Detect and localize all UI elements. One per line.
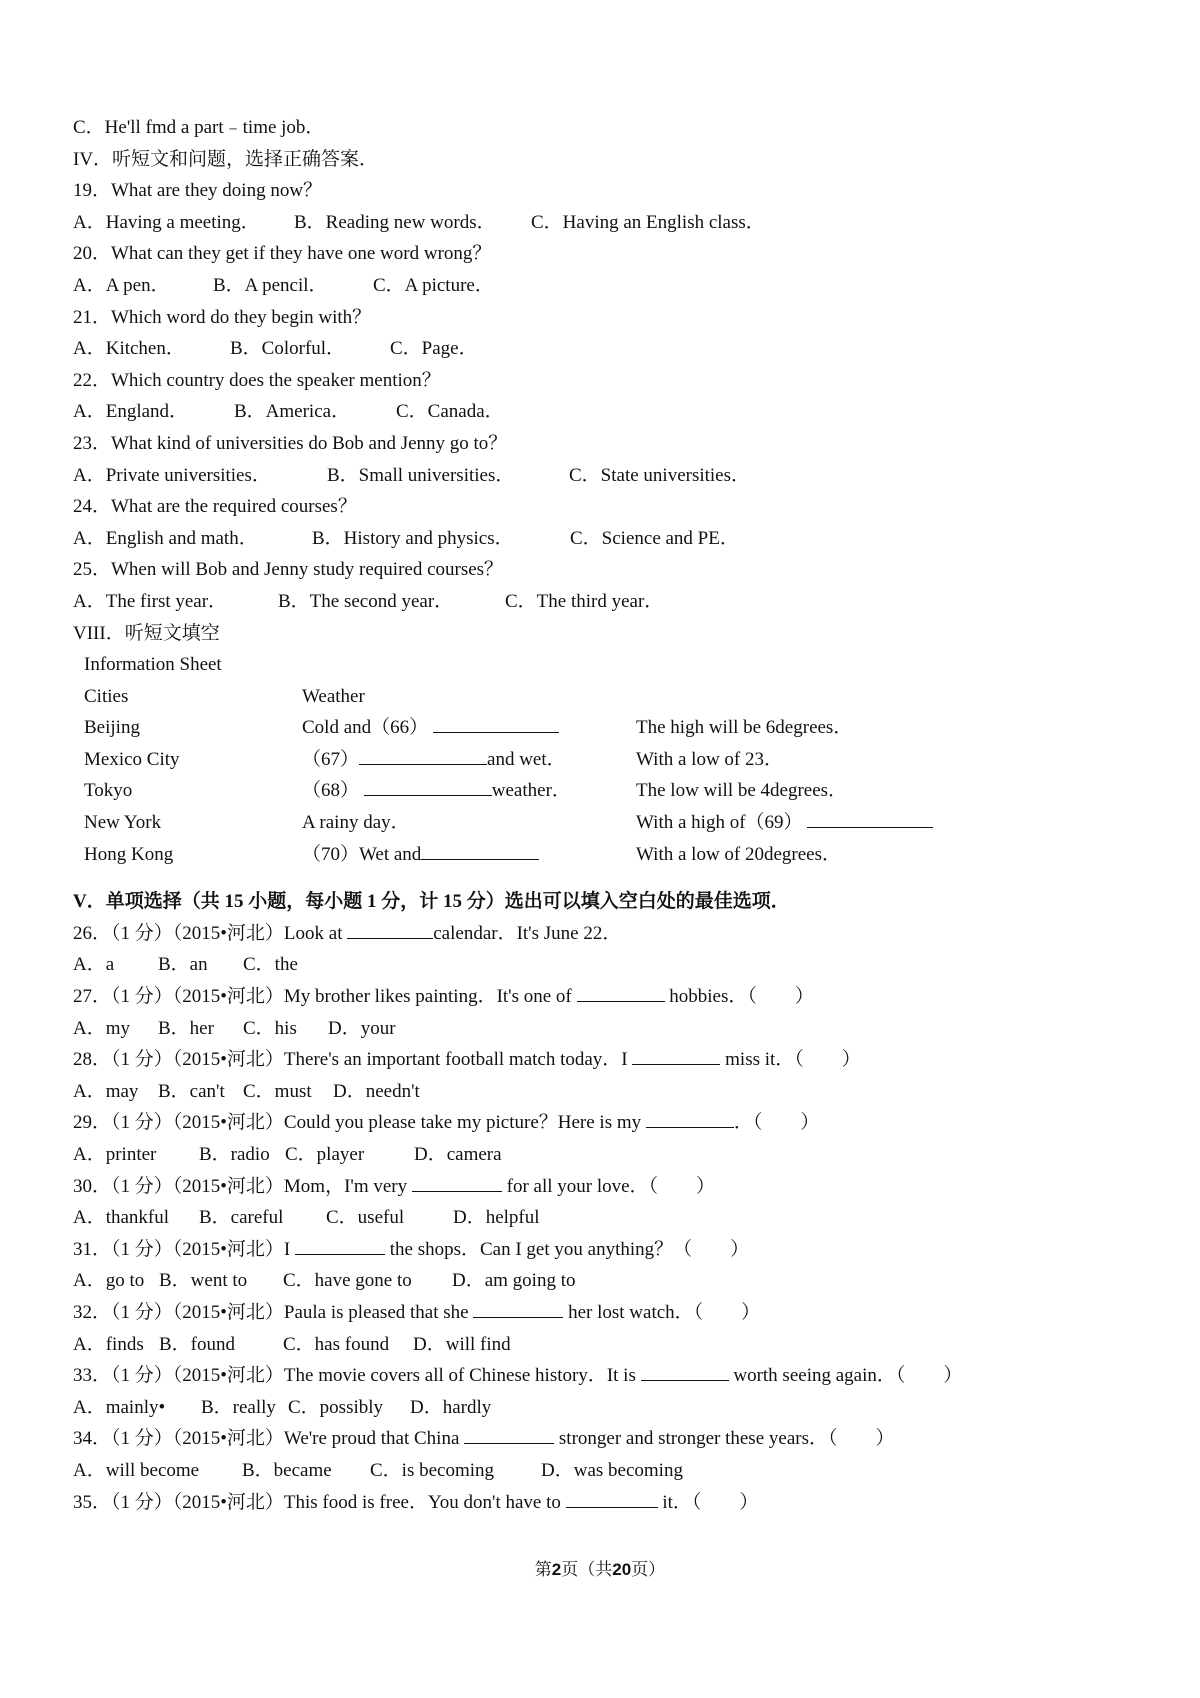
options-21 [73,333,1133,365]
answer-blank[interactable] [632,1044,720,1065]
col-weather: Weather [302,685,365,707]
city: Beijing [84,717,140,739]
note: With a low of 20degrees． [636,843,842,865]
option-b: B．went to [159,1270,248,1292]
question-text-after: for all your love．（ ） [501,1175,716,1197]
option-d: D．camera [414,1144,502,1165]
blank-67[interactable] [359,744,487,765]
question-29 [73,1107,1133,1139]
question-23: 23．What kind of universities do Bob and Jenny go to？ [73,432,508,454]
note: The low will be 4degrees． [636,780,848,802]
option-c: C．must [243,1080,312,1102]
blank-66[interactable] [433,712,559,733]
answer-blank[interactable] [295,1234,385,1255]
question-text-after: worth seeing again．（ ） [728,1365,963,1387]
option-b: B．The second year． [278,590,454,612]
prev-option-c: C．He'll fmd a part﹣time job． [73,117,325,138]
option-d: D．needn't [333,1080,420,1102]
question-text-after: ．（ ） [733,1112,820,1134]
question-text-after: calendar．It's June 22． [433,922,622,944]
option-b: B．her [158,1017,214,1039]
option-a: A．mainly• [73,1396,166,1418]
question-24: 24．What are the required courses？ [73,496,357,518]
weather [302,712,559,744]
options-33 [73,1392,1133,1424]
page-number: 2 [551,1560,562,1579]
question-text-after: miss it．（ ） [720,1049,861,1071]
option-a: A．Kitchen． [73,338,185,360]
option-b: B．Colorful． [230,338,346,360]
weather-text: （67） [302,748,360,770]
sheet-row-mexico-city [84,744,1133,776]
option-c: C．possibly [288,1396,384,1418]
option-d: D．am going to [452,1270,576,1292]
option-d: D．was becoming [541,1459,683,1481]
note: The high will be 6degrees． [636,717,853,739]
question-text: 26．（1 分）（2015•河北）Look at [73,922,348,944]
answer-blank[interactable] [464,1423,554,1444]
option-b: B．Reading new words． [294,211,496,233]
option-c: C．player [285,1144,365,1165]
option-a: A．Private universities． [73,464,271,486]
options-22 [73,396,1133,428]
question-26 [73,918,1133,950]
option-a: A．England． [73,401,189,423]
option-c: C．A picture． [373,274,494,296]
note [636,807,933,839]
sheet-row-new-york [84,807,1133,839]
answer-blank[interactable] [641,1360,729,1381]
section-4-heading: IV．听短文和问题，选择正确答案． [73,148,379,170]
footer-prefix: 第 [534,1560,552,1579]
sheet-title [84,649,1133,681]
option-b: B．really [201,1396,276,1418]
options-20 [73,270,1133,302]
question-19: 19．What are they doing now？ [73,180,323,202]
option-b: B．History and physics． [312,527,514,549]
option-c: C．useful [326,1207,405,1229]
option-c: C．is becoming [370,1459,495,1481]
answer-blank[interactable] [577,981,665,1002]
sheet-row-tokyo [84,775,1133,807]
option-a: A．may [73,1080,139,1102]
question-text-after: hobbies．（ ） [664,986,814,1008]
option-c: C．his [243,1017,297,1039]
option-c: C．has found [283,1333,390,1355]
option-b: B．careful [199,1207,284,1229]
question-text: 32．（1 分）（2015•河北）Paula is pleased that she [73,1301,474,1323]
option-a: A．A pen． [73,274,170,296]
city: Mexico City [84,748,180,770]
blank-68[interactable] [364,775,492,796]
option-a: A．thankful [73,1207,170,1229]
weather-text: （68） [302,780,360,802]
option-c: C．The third year． [505,590,664,612]
option-d: D．helpful [453,1207,540,1229]
question-text: 31．（1 分）（2015•河北）I [73,1238,295,1260]
sheet-title-text: Information Sheet [84,654,222,676]
question-text-after: the shops．Can I get you anything？（ ） [384,1238,750,1260]
option-a: A．my [73,1017,131,1039]
option-b: B．A pencil． [213,274,328,296]
section-5-heading: V．单项选择（共 15 小题，每小题 1 分，计 15 分）选出可以填入空白处的最佳选项． [73,891,790,913]
information-sheet [84,649,1133,870]
option-a: A．The first year． [73,590,228,612]
question-text: 34．（1 分）（2015•河北）We're proud that China [73,1428,465,1450]
exam-page [73,112,1133,1518]
section-4-questions [73,175,1133,617]
weather-text-after: and wet． [487,748,566,770]
option-a: A．finds [73,1333,144,1355]
option-a: A．go to [73,1270,145,1292]
city: Tokyo [84,780,133,802]
city: Hong Kong [84,843,174,865]
options-25 [73,586,1133,618]
question-20: 20．What can they get if they have one word wrong？ [73,243,492,265]
option-a: A．will become [73,1459,200,1481]
footer-mid: 页（共 [561,1560,613,1579]
sheet-header [84,681,1133,713]
col-cities: Cities [84,685,129,707]
section-5-items [73,918,1133,1518]
option-d: D．will find [413,1333,511,1355]
question-35 [73,1487,1133,1519]
question-text: 27．（1 分）（2015•河北）My brother likes painting．It's one of [73,986,577,1008]
option-b: B．America． [234,401,351,423]
question-text-after: stronger and stronger these years．（ ） [554,1428,895,1450]
options-34 [73,1455,1133,1487]
weather [302,839,539,871]
option-c: C．have gone to [283,1270,412,1292]
options-26 [73,949,1133,981]
options-24 [73,523,1133,555]
question-text: 29．（1 分）（2015•河北）Could you please take my picture？Here is my [73,1112,646,1134]
options-30 [73,1202,1133,1234]
option-a: A．Having a meeting． [73,211,260,233]
option-c: C．the [243,954,298,976]
option-b: B．found [159,1333,236,1355]
question-27 [73,981,1133,1013]
question-25: 25．When will Bob and Jenny study required courses？ [73,559,504,581]
footer-suffix: 页） [631,1560,666,1579]
city: New York [84,812,162,834]
option-c: C．Having an English class． [531,211,765,233]
option-a: A．printer [73,1144,157,1165]
question-text: 33．（1 分）（2015•河北）The movie covers all of Chinese history．It is [73,1365,641,1387]
option-c: C．Science and PE． [570,527,739,549]
question-21: 21．Which word do they begin with？ [73,306,372,328]
question-text: 35．（1 分）（2015•河北）This food is free．You don't have to [73,1491,566,1513]
note: With a low of 23． [636,748,783,770]
option-a: A．English and math． [73,527,258,549]
question-30 [73,1171,1133,1203]
answer-blank[interactable] [473,1297,563,1318]
question-31 [73,1234,1133,1266]
section-8-heading: VIII．听短文填空 [73,622,220,644]
answer-blank[interactable] [566,1487,658,1508]
question-text-after: it．（ ） [657,1491,759,1513]
option-c: C．Canada． [396,401,504,423]
option-b: B．can't [158,1080,225,1102]
weather-text: （70）Wet and [302,843,422,865]
option-b: B．an [158,954,208,976]
options-23 [73,460,1133,492]
question-text: 30．（1 分）（2015•河北）Mom，I'm very [73,1175,412,1197]
page-footer [0,1558,1200,1582]
options-31 [73,1265,1133,1297]
question-text-after: her lost watch．（ ） [563,1301,761,1323]
question-text: 28．（1 分）（2015•河北）There's an important football match today．I [73,1049,633,1071]
weather-text-after: weather． [491,780,571,802]
answer-blank[interactable] [646,1107,734,1128]
sheet-row-beijing [84,712,1133,744]
option-d: D．your [328,1017,396,1039]
page-total: 20 [612,1560,632,1579]
sheet-row-hong-kong [84,839,1133,871]
options-29 [73,1139,1133,1171]
answer-blank[interactable] [347,918,433,939]
option-c: C．Page． [390,338,478,360]
question-34 [73,1423,1133,1455]
option-b: B．Small universities． [327,464,515,486]
options-32 [73,1329,1133,1361]
weather [302,744,566,776]
blank-69[interactable] [807,807,933,828]
options-28 [73,1076,1133,1108]
question-33 [73,1360,1133,1392]
question-32 [73,1297,1133,1329]
note-text: With a high of（69） [636,812,803,834]
options-19 [73,207,1133,239]
option-a: A．a [73,954,115,976]
blank-70[interactable] [421,839,539,860]
answer-blank[interactable] [412,1171,502,1192]
weather [302,775,571,807]
question-28 [73,1044,1133,1076]
question-22: 22．Which country does the speaker mention？ [73,369,441,391]
weather: A rainy day． [302,812,410,834]
option-d: D．hardly [410,1396,492,1418]
option-c: C．State universities． [569,464,751,486]
options-27 [73,1013,1133,1045]
option-b: B．radio [199,1144,270,1165]
option-b: B．became [242,1459,332,1481]
weather-text: Cold and（66） [302,717,429,739]
